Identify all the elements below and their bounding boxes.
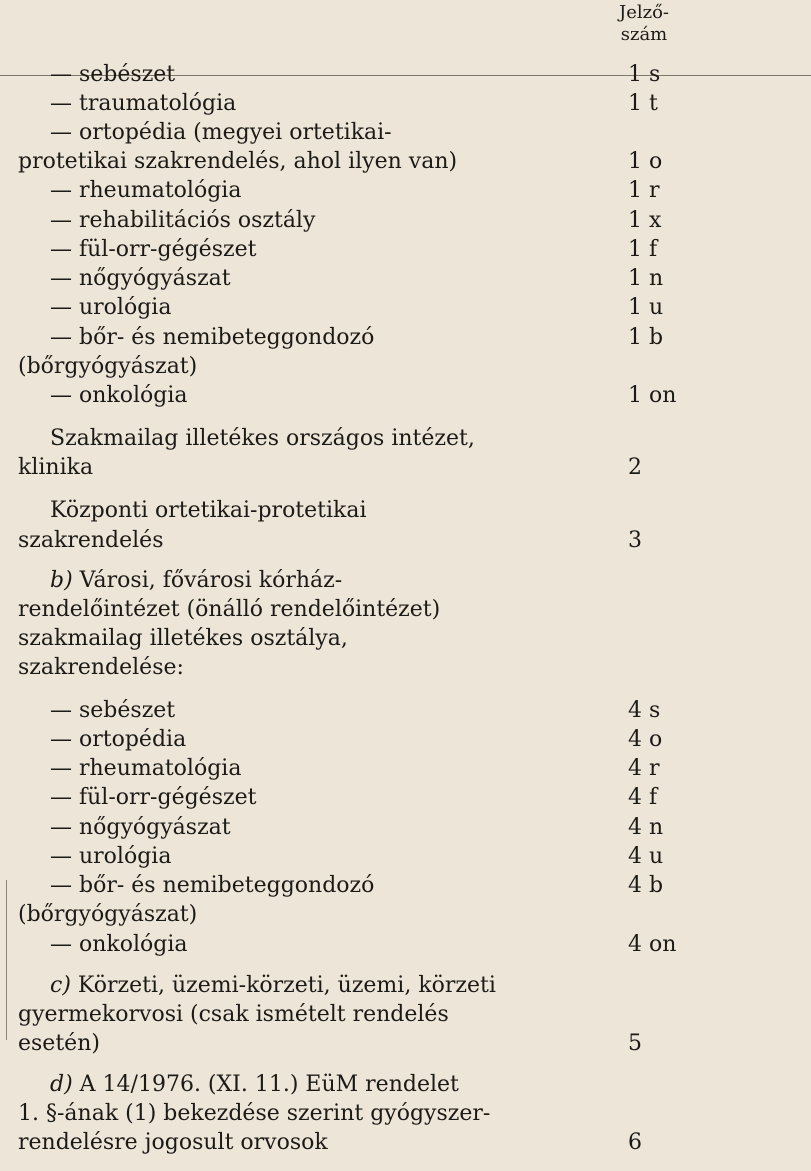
line-code: 2	[628, 455, 642, 480]
list-item	[0, 1128, 811, 1157]
line-text: (bőrgyógyászat)	[18, 902, 198, 927]
line-text: — rheumatológia	[50, 756, 242, 781]
line-text: — urológia	[50, 844, 172, 869]
list-item	[0, 813, 811, 842]
line-text: — bőr- és nemibeteggondozó	[50, 325, 375, 350]
list-item	[0, 900, 811, 929]
list-item	[0, 293, 811, 322]
list-item	[0, 783, 811, 812]
list-item	[0, 453, 811, 482]
list-item	[0, 1070, 811, 1099]
line-text: — sebészet	[50, 62, 176, 87]
line-text	[50, 1070, 459, 1099]
line-code: 1 s	[628, 62, 661, 87]
line-code: 6	[628, 1130, 642, 1155]
list-item	[0, 424, 811, 453]
line-text: — fül-orr-gégészet	[50, 785, 257, 810]
line-text	[50, 566, 342, 595]
line-text: — ortopédia (megyei ortetikai-	[50, 120, 392, 145]
line-text: rendelőintézet (önálló rendelőintézet)	[18, 597, 441, 622]
line-text: — urológia	[50, 295, 172, 320]
list-item	[0, 60, 811, 89]
list-item	[0, 566, 811, 595]
list-item	[0, 89, 811, 118]
list-item	[0, 871, 811, 900]
line-text	[50, 971, 496, 1000]
section-text: Körzeti, üzemi-körzeti, üzemi, körzeti	[70, 973, 496, 998]
list-item	[0, 118, 811, 147]
line-text: — nőgyógyászat	[50, 815, 231, 840]
line-text: — rheumatológia	[50, 178, 242, 203]
line-code: 1 o	[628, 149, 663, 174]
line-code: 1 x	[628, 208, 662, 233]
line-code: 4 o	[628, 727, 663, 752]
line-code: 1 b	[628, 325, 664, 350]
code-column-header-line-2: szám	[620, 24, 668, 45]
line-code: 1 u	[628, 295, 664, 320]
list-item	[0, 842, 811, 871]
list-item	[0, 381, 811, 410]
line-code: 1 f	[628, 237, 658, 262]
list-item	[0, 526, 811, 555]
line-text: gyermekorvosi (csak ismételt rendelés	[18, 1002, 449, 1027]
list-item	[0, 971, 811, 1000]
line-text: — sebészet	[50, 698, 176, 723]
line-text: esetén)	[18, 1031, 100, 1056]
list-item	[0, 1000, 811, 1029]
list-item	[0, 323, 811, 352]
list-item	[0, 930, 811, 959]
list-item	[0, 176, 811, 205]
line-text: Központi ortetikai-protetikai	[50, 498, 367, 523]
line-text: — nőgyógyászat	[50, 266, 231, 291]
line-text: — onkológia	[50, 383, 188, 408]
line-text: protetikai szakrendelés, ahol ilyen van)	[18, 149, 458, 174]
list-item	[0, 1029, 811, 1058]
section-marker: d)	[50, 1072, 73, 1097]
line-code: 4 f	[628, 785, 658, 810]
line-code: 1 n	[628, 266, 664, 291]
line-text: szakmailag illetékes osztálya,	[18, 626, 348, 651]
section-text: A 14/1976. (XI. 11.) EüM rendelet	[72, 1072, 459, 1097]
list-item	[0, 264, 811, 293]
section-marker: c)	[50, 973, 71, 998]
line-text: — ortopédia	[50, 727, 187, 752]
list-item	[0, 624, 811, 653]
line-text: klinika	[18, 455, 94, 480]
line-text: — fül-orr-gégészet	[50, 237, 257, 262]
list-item	[0, 352, 811, 381]
line-text: — traumatológia	[50, 91, 237, 116]
list-item	[0, 147, 811, 176]
line-code: 4 on	[628, 932, 677, 957]
line-text: — bőr- és nemibeteggondozó	[50, 873, 375, 898]
line-text: szakrendelése:	[18, 655, 184, 680]
line-code: 1 t	[628, 91, 658, 116]
list-item	[0, 725, 811, 754]
line-code: 4 b	[628, 873, 664, 898]
line-code: 4 s	[628, 698, 661, 723]
list-item	[0, 595, 811, 624]
list-item	[0, 754, 811, 783]
code-column-header	[612, 2, 676, 46]
list-item	[0, 696, 811, 725]
section-text: Városi, fővárosi kórház-	[72, 568, 343, 593]
line-text: — onkológia	[50, 932, 188, 957]
list-item	[0, 653, 811, 682]
line-text: rendelésre jogosult orvosok	[18, 1130, 328, 1155]
code-column-header-line-1: Jelző-	[618, 2, 670, 23]
line-text: (bőrgyógyászat)	[18, 354, 198, 379]
line-text: — rehabilitációs osztály	[50, 208, 316, 233]
section-marker: b)	[50, 568, 73, 593]
line-code: 3	[628, 528, 642, 553]
list-item	[0, 206, 811, 235]
line-code: 4 n	[628, 815, 664, 840]
line-code: 4 r	[628, 756, 660, 781]
list-item	[0, 1099, 811, 1128]
line-code: 1 r	[628, 178, 660, 203]
line-code: 4 u	[628, 844, 664, 869]
line-code: 1 on	[628, 383, 677, 408]
list-item	[0, 235, 811, 264]
line-text: Szakmailag illetékes országos intézet,	[50, 426, 475, 451]
line-text: szakrendelés	[18, 528, 164, 553]
list-item	[0, 496, 811, 525]
line-code: 5	[628, 1031, 642, 1056]
line-text: 1. §-ának (1) bekezdése szerint gyógyszer-	[18, 1101, 491, 1126]
